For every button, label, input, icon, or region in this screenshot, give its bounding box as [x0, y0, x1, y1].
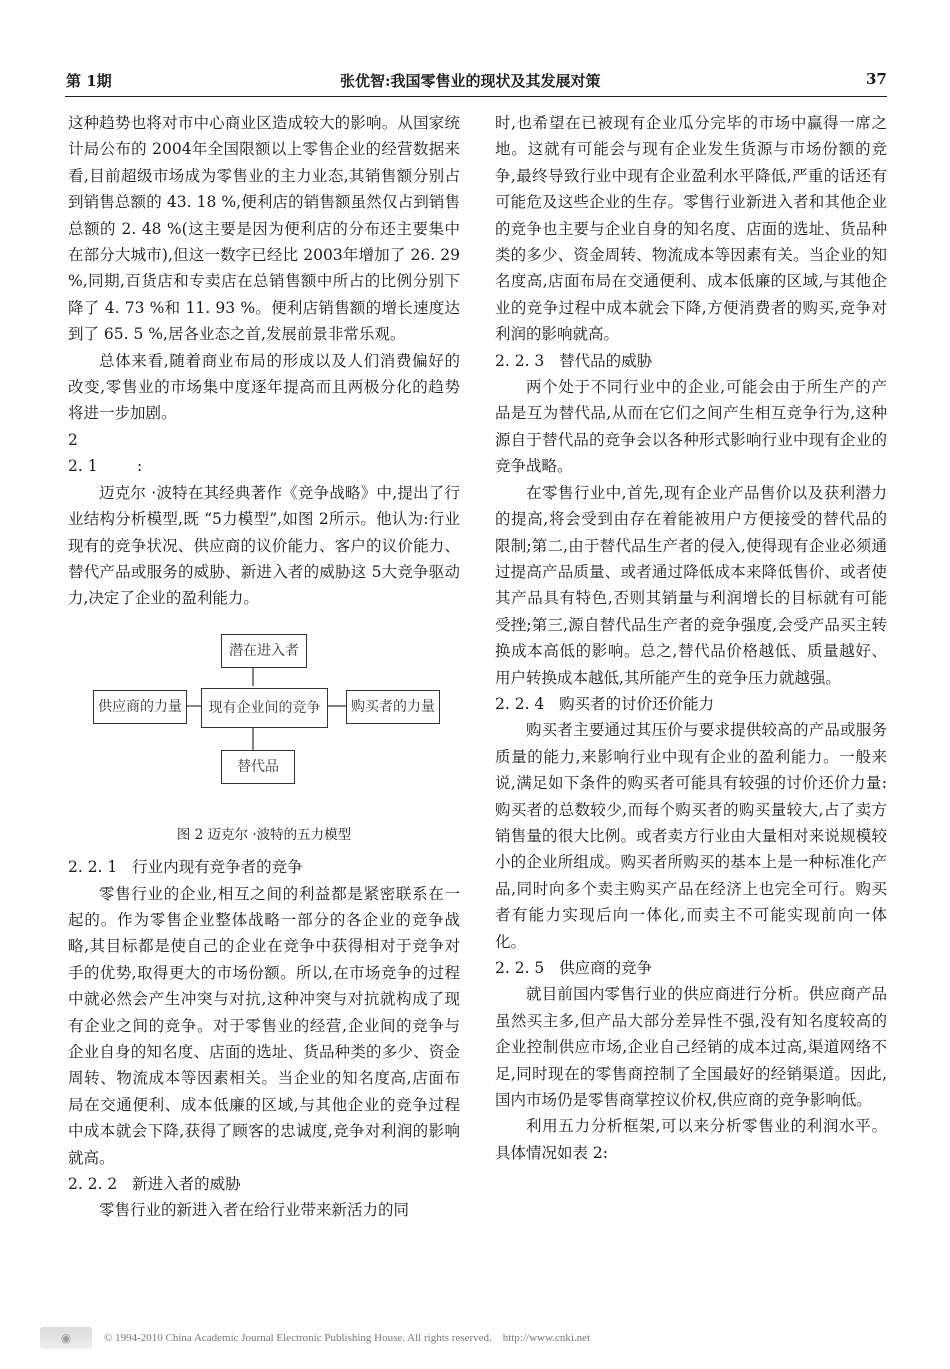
cnki-logo-icon: ◉	[40, 1327, 92, 1349]
paragraph: 就目前国内零售行业的供应商进行分析。供应商产品虽然买主多,但产品大部分差异性不强,没有知名度较高的企业控制供应市场,企业自己经销的成本过高,渠道网络不足,同时现在的零售商控制了全国最好的经销渠道。因此,国内市场仍是零售商掌控议价权,供应商的竞争影响低。	[495, 985, 887, 1110]
right-column	[495, 110, 887, 1166]
header-rule	[65, 96, 887, 97]
section-heading: 2	[68, 430, 78, 449]
paragraph: 这种趋势也将对市中心商业区造成较大的影响。从国家统计局公布的 2004年全国限额以上零售企业的经营数据来看,目前超级市场成为零售业的主力业态,其销售额分别占到销售总额的 43. 18 %,便利店的销售额虽然仅占到销售总额的 2. 48 %(这主要是因为便利店的分布还主要集中在部分大城市),但这一数字已经比 2003年增加了 26. 29 %,同期,百货店和专卖店在总销售额中所占的比例分别下降了 4. 73 %和 11. 93 %。便利店销售额的增长速度达到了 65. 5 %,居各业态之首,发展前景非常乐观。	[68, 114, 460, 344]
subsection-heading: 2. 2. 3 替代品的威胁	[495, 351, 653, 370]
issue-number: 第 1期	[66, 72, 112, 90]
copyright-footer	[40, 1327, 590, 1349]
figure-caption: 图 2 迈克尔 ·波特的五力模型	[176, 826, 352, 843]
paragraph: 利用五力分析框架,可以来分析零售业的利润水平。具体情况如表 2:	[495, 1117, 887, 1162]
paragraph: 购买者主要通过其压价与要求提供较高的产品或服务质量的能力,来影响行业中现有企业的盈利能力。一般来说,满足如下条件的购买者可能具有较强的讨价还价力量:购买者的总数较少,而每个购买者的购买量较大,占了卖方销售量的很大比例。或者卖方行业由大量相对来说规模较小的企业所组成。购买者所购买的基本上是一种标准化产品,同时向多个卖主购买产品在经济上也完全可行。购买者有能力实现后向一体化,而卖主不可能实现前向一体化。	[495, 721, 887, 951]
subsection-heading: 2. 1 :	[68, 457, 143, 476]
paragraph: 时,也希望在已被现有企业瓜分完毕的市场中赢得一席之地。这就有可能会与现有企业发生货源与市场份额的竞争,最终导致行业中现有企业盈利水平降低,严重的话还有可能危及这些企业的生存。零售行业新进入者和其他企业的竞争也主要与企业自身的知名度、店面的选址、货品种类的多少、资金周转、物流成本等因素有关。当企业的知名度高,店面布局在交通便利、成本低廉的区域,与其他企业的竞争过程中成本就会下降,方便消费者的购买,竞争对利润的影响就高。	[495, 114, 887, 344]
box-potential-entrants: 潜在进入者	[221, 634, 307, 668]
left-column	[68, 110, 460, 1224]
paragraph: 在零售行业中,首先,现有企业产品售价以及获利潜力的提高,将会受到由存在着能被用户方便接受的替代品的限制;第二,由于替代品生产者的侵入,使得现有企业必须通过提高产品质量、或者通过降低成本来降低售价、或者使其产品具有特色,否则其销量与利润增长的目标就有可能受挫;第三,源自替代品生产者的竞争强度,会受产品买主转换成本高低的影响。总之,替代品价格越低、质量越好、用户转换成本越低,其所能产生的竞争压力就越强。	[495, 483, 887, 687]
subsection-heading: 2. 2. 1 行业内现有竞争者的竞争	[68, 858, 303, 877]
box-supplier-power: 供应商的力量	[93, 690, 187, 724]
paragraph: 零售行业的新进入者在给行业带来新活力的同	[99, 1201, 410, 1220]
paragraph: 零售行业的企业,相互之间的利益都是紧密联系在一起的。作为零售企业整体战略一部分的各企业的竞争战略,其目标都是使自己的企业在竞争中获得相对于竞争对手的优势,取得更大的市场份额。所以,在市场竞争的过程中就必然会产生冲突与对抗,这种冲突与对抗就构成了现有企业之间的竞争。对于零售业的经营,企业间的竞争与企业自身的知名度、店面的选址、货品种类的多少、资金周转、物流成本等因素相关。当企业的知名度高,店面布局在交通便利、成本低廉的区域,与其他企业的竞争过程中成本就会下降,获得了顾客的忠诚度,竞争对利润的影响就高。	[68, 884, 460, 1167]
box-industry-rivalry: 现有企业间的竞争	[201, 688, 328, 728]
subsection-heading: 2. 2. 5 供应商的竞争	[495, 959, 653, 977]
paragraph: 迈克尔 ·波特在其经典著作《竞争战略》中,提出了行业结构分析模型,既 “5力模型”,如图 2所示。他认为:行业现有的竞争状况、供应商的议价能力、客户的议价能力、替代产品或服务的威胁、新进入者的威胁这 5大竞争驱动力,决定了企业的盈利能力。	[68, 483, 460, 608]
copyright-text: © 1994-2010 China Academic Journal Electronic Publishing House. All rights reserved. http://www.cnki.net	[104, 1332, 591, 1344]
paragraph: 两个处于不同行业中的企业,可能会由于所生产的产品是互为替代品,从而在它们之间产生相互竞争行为,这种源自于替代品的竞争会以各种形式影响行业中现有企业的竞争战略。	[495, 378, 887, 476]
subsection-heading: 2. 2. 4 购买者的讨价还价能力	[495, 694, 715, 713]
box-buyer-power: 购买者的力量	[346, 690, 440, 724]
page-number: 37	[866, 70, 887, 88]
paragraph: 总体来看,随着商业布局的形成以及人们消费偏好的改变,零售业的市场集中度逐年提高而且两极分化的趋势将进一步加剧。	[68, 351, 460, 423]
five-forces-diagram	[68, 626, 460, 818]
article-title-header: 张优智:我国零售业的现状及其发展对策	[340, 72, 601, 90]
subsection-heading: 2. 2. 2 新进入者的威胁	[68, 1175, 241, 1193]
box-substitutes: 替代品	[221, 750, 295, 784]
